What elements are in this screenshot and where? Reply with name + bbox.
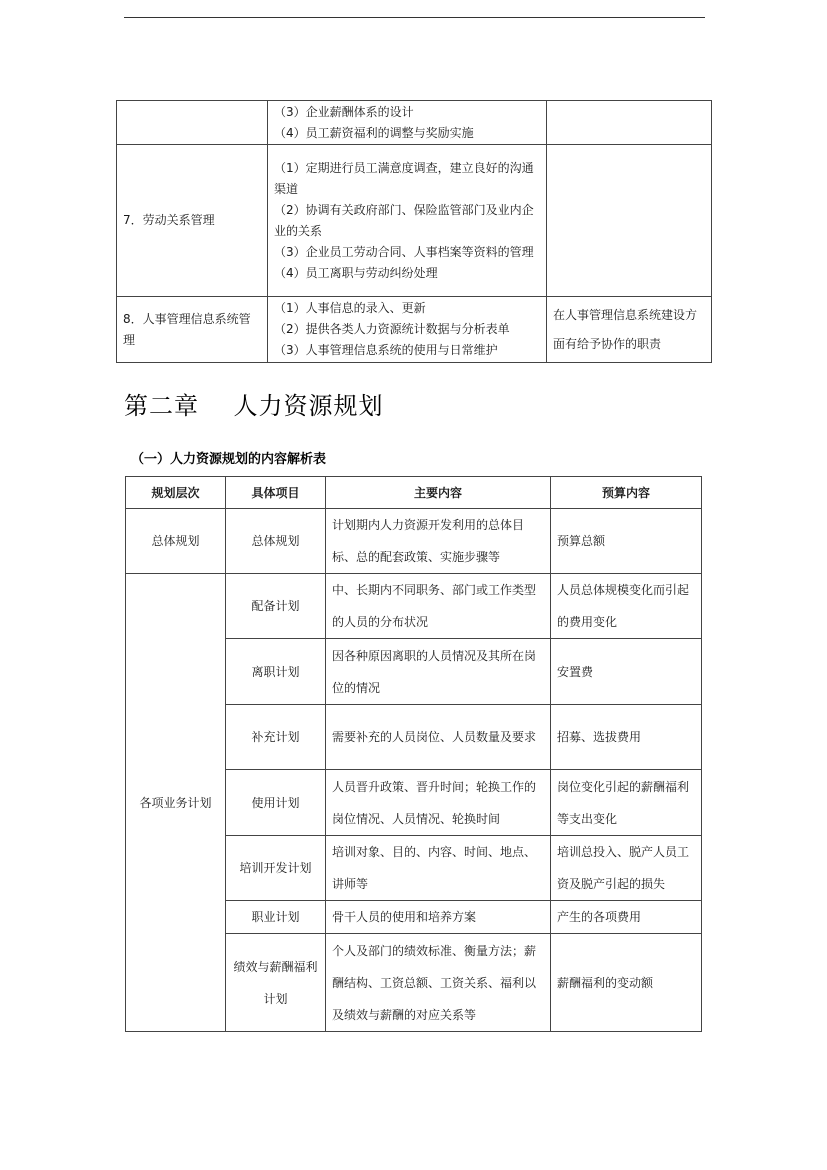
plan-content: 人员晋升政策、晋升时间；轮换工作的岗位情况、人员情况、轮换时间 [326, 770, 551, 836]
plan-budget: 薪酬福利的变动额 [551, 934, 702, 1032]
duty-item: （1）人事信息的录入、更新 [274, 301, 426, 315]
duty-item: （2）协调有关政府部门、保险监管部门及业内企业的关系 [274, 202, 534, 238]
duty-item: （4）员工薪资福利的调整与奖励实施 [274, 125, 474, 140]
column-header: 规划层次 [126, 477, 226, 509]
duty-label: 7．劳动关系管理 [117, 145, 268, 297]
table-header-row [126, 477, 702, 509]
plan-level: 各项业务计划 [126, 574, 226, 1032]
plan-item: 补充计划 [226, 705, 326, 770]
plan-item: 培训开发计划 [226, 836, 326, 901]
column-header: 预算内容 [551, 477, 702, 509]
duty-item: （1）定期进行员工满意度调查，建立良好的沟通渠道 [274, 160, 534, 196]
duty-item: （3）企业员工劳动合同、人事档案等资料的管理 [274, 244, 534, 259]
section-title: （一）人力资源规划的内容解析表 [131, 452, 327, 467]
table-row [126, 509, 702, 574]
duty-remark: 在人事管理信息系统建设方面有给予协作的职责 [547, 297, 712, 363]
duty-items [268, 145, 547, 297]
plan-content: 骨干人员的使用和培养方案 [326, 901, 551, 934]
plan-item: 使用计划 [226, 770, 326, 836]
plan-budget: 产生的各项费用 [551, 901, 702, 934]
plan-budget: 人员总体规模变化而引起的费用变化 [551, 574, 702, 639]
duty-item: （3）人事管理信息系统的使用与日常维护 [274, 343, 498, 357]
column-header: 主要内容 [326, 477, 551, 509]
plan-item: 职业计划 [226, 901, 326, 934]
table-row [117, 297, 712, 363]
plan-content: 培训对象、目的、内容、时间、地点、讲师等 [326, 836, 551, 901]
plan-content: 因各种原因离职的人员情况及其所在岗位的情况 [326, 639, 551, 705]
duty-remark [547, 145, 712, 297]
table-row [117, 101, 712, 145]
column-header: 具体项目 [226, 477, 326, 509]
header-rule [124, 17, 705, 18]
plan-content: 计划期内人力资源开发利用的总体目标、总的配套政策、实施步骤等 [326, 509, 551, 574]
plan-content: 个人及部门的绩效标准、衡量方法；薪酬结构、工资总额、工资关系、福利以及绩效与薪酬的对应关系等 [326, 934, 551, 1032]
planning-content-table [125, 476, 702, 1032]
plan-content: 中、长期内不同职务、部门或工作类型的人员的分布状况 [326, 574, 551, 639]
duty-items [268, 297, 547, 363]
plan-item: 配备计划 [226, 574, 326, 639]
plan-level: 总体规划 [126, 509, 226, 574]
duty-item: （4）员工离职与劳动纠纷处理 [274, 265, 438, 280]
table-row [126, 574, 702, 639]
plan-budget: 预算总额 [551, 509, 702, 574]
duty-item: （2）提供各类人力资源统计数据与分析表单 [274, 322, 510, 336]
chapter-title: 第二章 人力资源规划 [124, 392, 384, 420]
table-row [117, 145, 712, 297]
duty-items [268, 101, 547, 145]
plan-budget: 招募、选拔费用 [551, 705, 702, 770]
duty-item: （3）企业薪酬体系的设计 [274, 104, 414, 119]
duty-label [117, 101, 268, 145]
plan-budget: 安置费 [551, 639, 702, 705]
plan-item: 绩效与薪酬福利计划 [226, 934, 326, 1032]
plan-item: 总体规划 [226, 509, 326, 574]
plan-budget: 培训总投入、脱产人员工资及脱产引起的损失 [551, 836, 702, 901]
duty-remark [547, 101, 712, 145]
plan-content: 需要补充的人员岗位、人员数量及要求 [326, 705, 551, 770]
duty-label: 8．人事管理信息系统管理 [117, 297, 268, 363]
hr-duties-table [116, 100, 712, 363]
plan-budget: 岗位变化引起的薪酬福利等支出变化 [551, 770, 702, 836]
plan-item: 离职计划 [226, 639, 326, 705]
